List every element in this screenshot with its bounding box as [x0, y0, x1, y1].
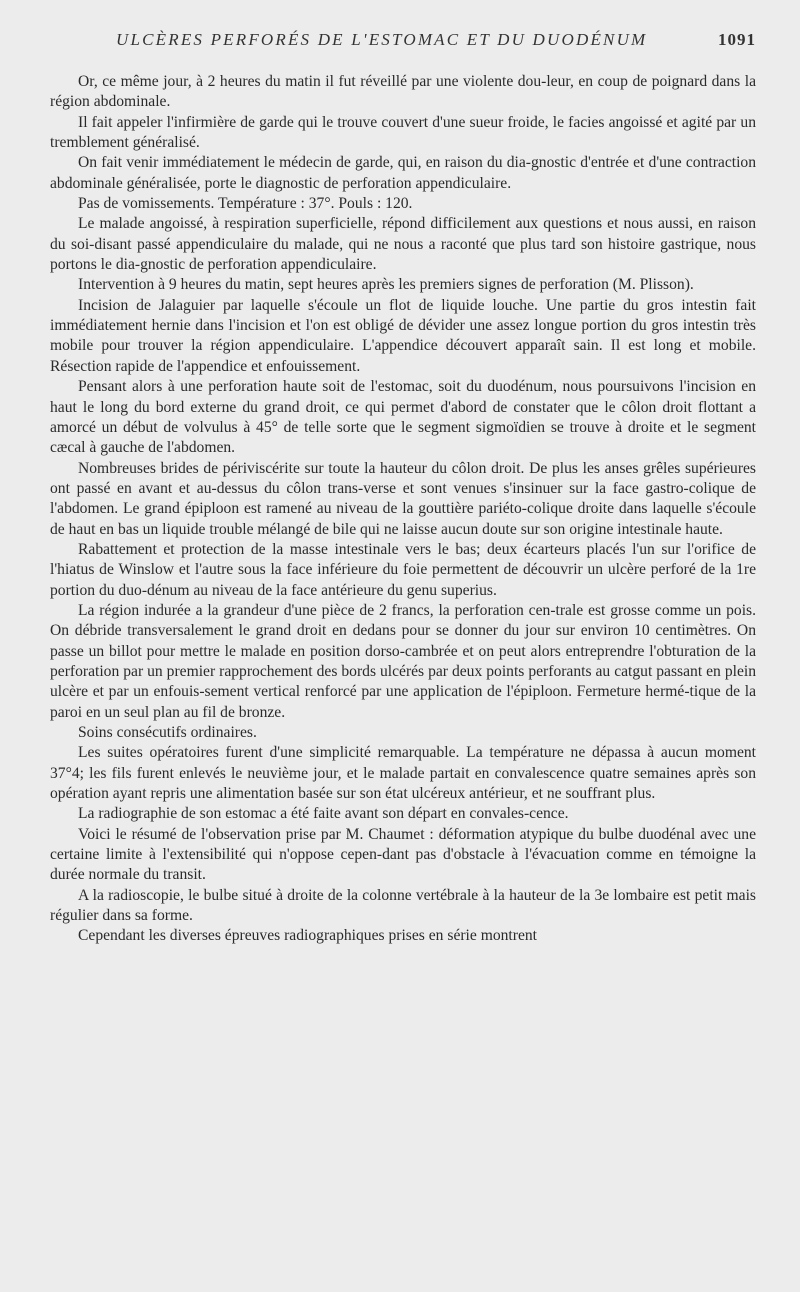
running-head: [50, 30, 756, 66]
paragraph: La région indurée a la grandeur d'une pièce de 2 francs, la perforation cen-trale est grosse comme un pois. On débride transversalement le grand droit en dedans pour se donner du jour sur environ 10 centimètres. On passe un billot pour mettre le malade en position dorso-cambrée et on peut alors entreprendre l'obturation de la perforation par un premier rapprochement des bords ulcérés par deux points perforants au catgut passant en plein ulcère et par un enfouis-sement vertical renforcé par une application de l'épiploon. Fermeture hermé-tique de la paroi en un seul plan au fil de bronze.: [50, 601, 756, 721]
paragraph: Voici le résumé de l'observation prise par M. Chaumet : déformation atypique du bulbe duodénal avec une certaine limite à l'extensibilité qui n'oppose cepen-dant pas d'obstacle à l'évacuation comme en témoigne la durée normale du transit.: [50, 825, 756, 884]
running-title: ULCÈRES PERFORÉS DE L'ESTOMAC ET DU DUODÉNUM: [116, 30, 648, 49]
paragraph: Il fait appeler l'infirmière de garde qui le trouve couvert d'une sueur froide, le facies angoissé et agité par un tremblement généralisé.: [50, 113, 756, 152]
paragraph: Rabattement et protection de la masse intestinale vers le bas; deux écarteurs placés l'un sur l'orifice de l'hiatus de Winslow et l'autre sous la face inférieure du foie permettent de découvrir un ulcère perforé de la 1re portion du duo-dénum au niveau de la face antérieure du genu superius.: [50, 540, 756, 599]
paragraph: Pas de vomissements. Température : 37°. Pouls : 120.: [78, 195, 413, 213]
page-number: 1091: [718, 30, 756, 49]
body-text: [50, 72, 756, 947]
paragraph: Intervention à 9 heures du matin, sept heures après les premiers signes de perforation (M. Plisson).: [78, 276, 694, 294]
paragraph: Or, ce même jour, à 2 heures du matin il fut réveillé par une violente dou-leur, en coup de poignard dans la région abdominale.: [50, 73, 756, 111]
paragraph: Soins consécutifs ordinaires.: [78, 724, 257, 741]
paragraph: A la radioscopie, le bulbe situé à droite de la colonne vertébrale à la hauteur de la 3e lombaire est petit mais régulier dans sa forme.: [50, 886, 756, 925]
paragraph: On fait venir immédiatement le médecin de garde, qui, en raison du dia-gnostic d'entrée et d'une contraction abdominale généralisée, porte le diagnostic de perforation appendiculaire.: [50, 154, 756, 192]
paragraph: Cependant les diverses épreuves radiographiques prises en série montrent: [78, 927, 538, 945]
paragraph: Incision de Jalaguier par laquelle s'écoule un flot de liquide louche. Une partie du gros intestin fait immédiatement hernie dans l'incision et l'on est obligé de dévider une assez longue portion du gros intestin très mobile pour trouver la région appendiculaire. L'appendice découvert apparaît sain. Il est long et mobile. Résection rapide de l'appendice et enfouissement.: [50, 296, 756, 375]
paragraph: Le malade angoissé, à respiration superficielle, répond difficilement aux questions et nous aussi, en raison du soi-disant passé appendiculaire du malade, qui ne nous a raconté que plus tard son histoire gastrique, nous portons le dia-gnostic de perforation appendiculaire.: [50, 215, 756, 274]
paragraph: La radiographie de son estomac a été faite avant son départ en convales-cence.: [78, 805, 569, 823]
paragraph: Les suites opératoires furent d'une simplicité remarquable. La température ne dépassa à aucun moment 37°4; les fils furent enlevés le neuvième jour, et le malade partait en convalescence quatre semaines après son opération ayant repris une alimentation basée sur son état ulcéreux antérieur, et ne souffrant plus.: [50, 744, 756, 803]
paragraph: Nombreuses brides de périviscérite sur toute la hauteur du côlon droit. De plus les anses grêles supérieures ont passé en avant et au-dessus du côlon trans-verse et sont venues s'insinuer sur la face gastro-colique de l'abdomen. Le grand épiploon est ramené au niveau de la gouttière pariéto-colique droite dans laquelle s'écoule de haut en bas un liquide trouble mélangé de bile qui ne laisse aucun doute sur son origine intestinale haute.: [50, 459, 756, 538]
paragraph: Pensant alors à une perforation haute soit de l'estomac, soit du duodénum, nous poursuivons l'incision en haut le long du bord externe du grand droit, ce qui permet d'abord de constater que le côlon droit flottant a amorcé un début de volvulus à 45° de telle sorte que le segment sigmoïdien se trouve à droite et le segment cæcal à gauche de l'abdomen.: [50, 378, 756, 457]
